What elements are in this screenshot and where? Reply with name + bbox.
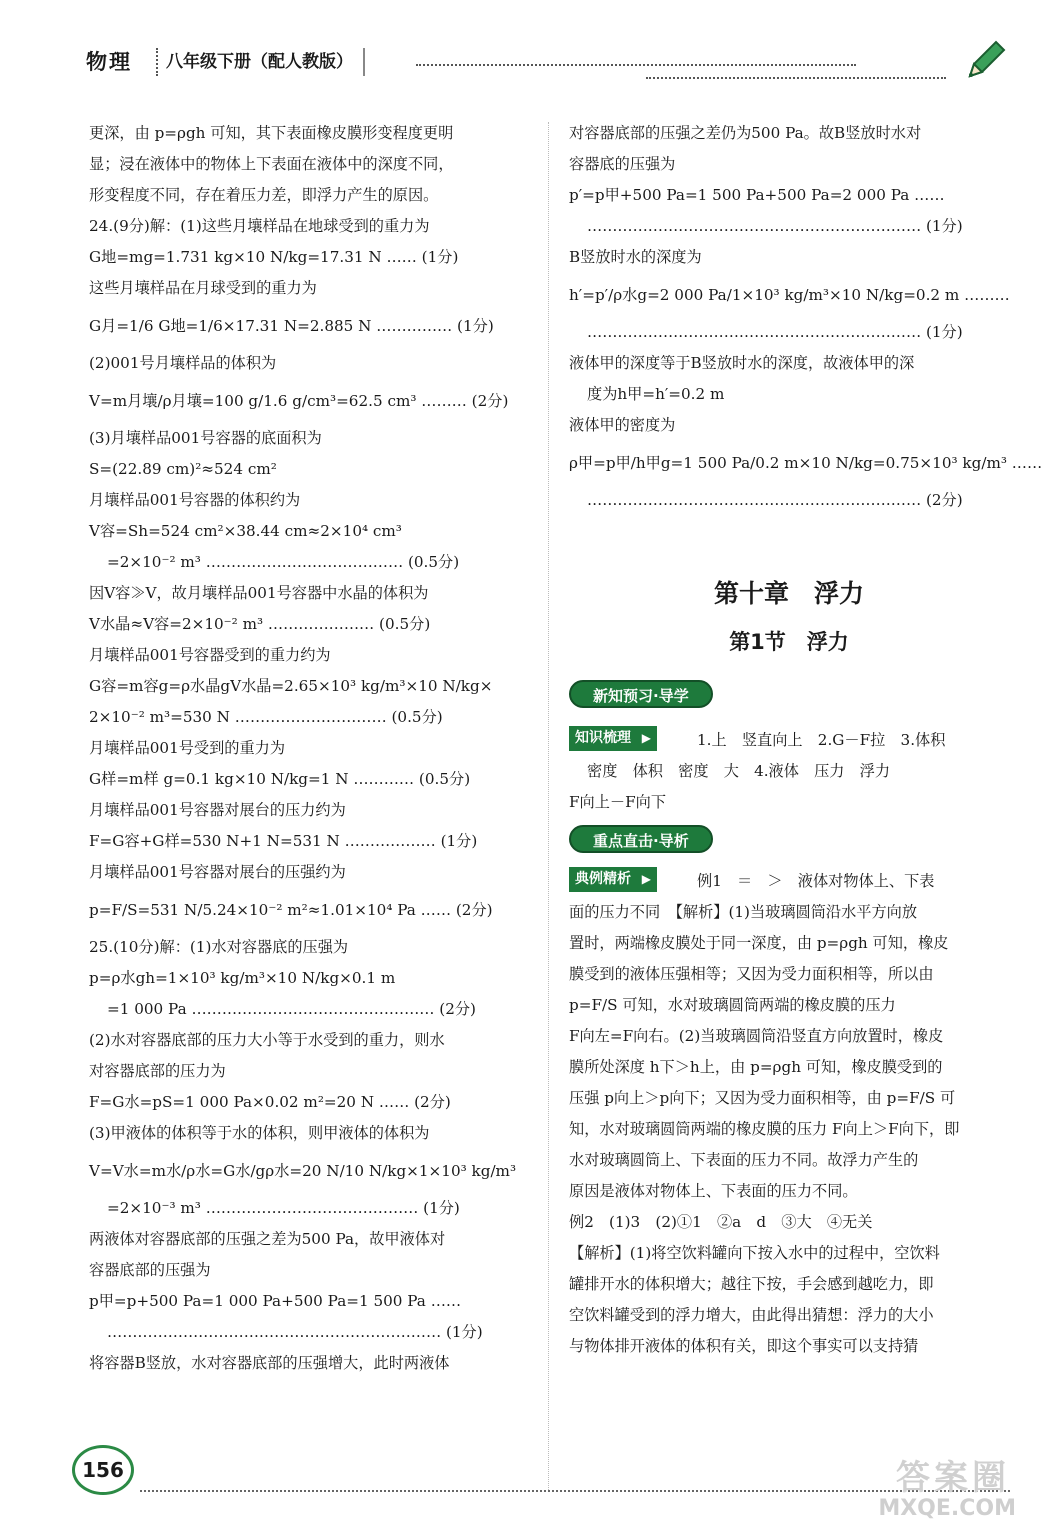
text-line: G地=mg=1.731 kg×10 N/kg=17.31 N …… (1分) [89,248,459,266]
text-line: 度为h甲=h′=0.2 m [587,385,725,403]
page-header [86,44,1016,84]
text-line: (2)水对容器底部的压力大小等于水受到的重力，则水 [89,1031,445,1049]
pen-icon [960,34,1010,84]
text-line: G样=m样 g=0.1 kg×10 N/kg=1 N ………… (0.5分) [89,770,471,788]
chapter-title: 第十章 浮力 [713,579,864,608]
text-line: p=ρ水gh=1×10³ kg/m³×10 N/kg×0.1 m [89,969,396,987]
text-line: p=F/S=531 N/5.24×10⁻² m²≈1.01×10⁴ Pa …… (2分) [89,901,493,919]
text-line: 月壤样品001号容器的体积约为 [89,491,301,509]
text-line: 将容器B竖放，水对容器底部的压强增大，此时两液体 [89,1354,450,1372]
answer-line: F向上－F向下 [569,793,667,811]
text-line: G容=m容g=ρ水晶gV水晶=2.65×10³ kg/m³×10 N/kg× [89,677,493,695]
text-line: ………………………………………………………… (1分) [587,323,963,341]
page-number: 156 [72,1445,134,1495]
text-line: 对容器底部的压力为 [89,1062,226,1080]
text-line: 对容器底部的压强之差仍为500 Pa。故B竖放时水对 [569,124,922,142]
text-line: 原因是液体对物体上、下表面的压力不同。 [569,1182,858,1200]
knowledge-tag: 知识梳理 ▶ [569,726,657,751]
example-tag: 典例精析 ▶ [569,867,657,892]
text-line: G月=1/6 G地=1/6×17.31 N=2.885 N …………… (1分) [89,317,494,335]
text-line: 月壤样品001号容器受到的重力约为 [89,646,331,664]
text-line: B竖放时水的深度为 [569,248,702,266]
text-line: 月壤样品001号容器对展台的压强约为 [89,863,346,881]
text-line: 水对玻璃圆筒上、下表面的压力不同。故浮力产生的 [569,1151,919,1169]
text-line: 月壤样品001号受到的重力为 [89,739,286,757]
footer-line [140,1490,1010,1492]
preview-banner: 新知预习·导学 [569,680,713,708]
text-line: 膜所处深度 h下＞h上，由 p=ρgh 可知，橡皮膜受到的 [569,1058,943,1076]
header-divider [416,64,856,66]
left-column [89,118,529,1379]
text-line: 两液体对容器底部的压强之差为500 Pa，故甲液体对 [89,1230,446,1248]
text-line: 空饮料罐受到的浮力增大，由此得出猜想：浮力的大小 [569,1306,934,1324]
column-divider [548,122,549,1492]
subject-title: 物理 [86,50,132,74]
answer-line: 1.上 竖直向上 2.G－F拉 3.体积 [697,731,946,749]
text-line: 与物体排开液体的体积有关，即这个事实可以支持猜 [569,1337,919,1355]
book-title: 八年级下册（配人教版） [156,48,365,76]
watermark-logo: 答案圈 [896,1458,1010,1498]
header-divider-2 [646,77,946,79]
text-line: (3)月壤样品001号容器的底面积为 [89,429,322,447]
text-line: p=F/S 可知，水对玻璃圆筒两端的橡皮膜的压力 [569,996,896,1014]
text-line: 24.(9分)解：(1)这些月壤样品在地球受到的重力为 [89,217,430,235]
text-line: 液体甲的深度等于B竖放时水的深度，故液体甲的深 [569,354,915,372]
text-line: p′=p甲+500 Pa=1 500 Pa+500 Pa=2 000 Pa …… [569,186,945,204]
text-line: 置时，两端橡皮膜处于同一深度，由 p=ρgh 可知，橡皮 [569,934,949,952]
text-line: 例2 (1)3 (2)①1 ②a d ③大 ④无关 [569,1213,873,1231]
text-line: ………………………………………………………… (1分) [107,1323,483,1341]
text-line: 显；浸在液体中的物体上下表面在液体中的深度不同， [89,155,454,173]
text-line: (3)甲液体的体积等于水的体积，则甲液体的体积为 [89,1124,430,1142]
text-line: =2×10⁻³ m³ …………………………………… (1分) [107,1199,460,1217]
text-line: ρ甲=p甲/h甲g=1 500 Pa/0.2 m×10 N/kg=0.75×10³ kg/m³ …… [569,454,1043,472]
watermark-url: MXQE.COM [878,1496,1016,1521]
text-line: 形变程度不同，存在着压力差，即浮力产生的原因。 [89,186,439,204]
focus-banner: 重点直击·导析 [569,825,713,853]
text-line: F=G容+G样=530 N+1 N=531 N ……………… (1分) [89,832,478,850]
knowledge-answers [569,725,1009,818]
text-line: 月壤样品001号容器对展台的压力约为 [89,801,346,819]
text-line: =1 000 Pa ………………………………………… (2分) [107,1000,476,1018]
text-line: ………………………………………………………… (1分) [587,217,963,235]
text-line: h′=p′/ρ水g=2 000 Pa/1×10³ kg/m³×10 N/kg=0.2 m ……… [569,286,1010,304]
text-line: 压强 p向上＞p向下；又因为受力面积相等，由 p=F/S 可 [569,1089,956,1107]
text-line: V水晶≈V容=2×10⁻² m³ ………………… (0.5分) [89,615,431,633]
section-title: 第1节 浮力 [729,630,849,654]
text-line: V=m月壤/ρ月壤=100 g/1.6 g/cm³=62.5 cm³ ……… (2分) [89,392,509,410]
text-line: 容器底部的压强为 [89,1261,211,1279]
text-line: (2)001号月壤样品的体积为 [89,354,277,372]
text-line: =2×10⁻² m³ ………………………………… (0.5分) [107,553,460,571]
text-line: 2×10⁻² m³=530 N ………………………… (0.5分) [89,708,443,726]
right-column [569,118,1043,516]
text-line: 罐排开水的体积增大；越往下按，手会感到越吃力，即 [569,1275,934,1293]
text-line: p甲=p+500 Pa=1 000 Pa+500 Pa=1 500 Pa …… [89,1292,462,1310]
text-line: 【解析】(1)将空饮料罐向下按入水中的过程中，空饮料 [569,1244,940,1262]
text-line: 因V容≫V，故月壤样品001号容器中水晶的体积为 [89,584,429,602]
text-line: ………………………………………………………… (2分) [587,491,963,509]
example-analysis [569,866,1009,1362]
text-line: F=G水=pS=1 000 Pa×0.02 m²=20 N …… (2分) [89,1093,451,1111]
text-line: F向左=F向右。(2)当玻璃圆筒沿竖直方向放置时，橡皮 [569,1027,944,1045]
text-line: 液体甲的密度为 [569,416,676,434]
text-line: V=V水=m水/ρ水=G水/gρ水=20 N/10 N/kg×1×10³ kg/m³ [89,1162,517,1180]
text-line: 25.(10分)解：(1)水对容器底的压强为 [89,938,349,956]
text-line: 更深，由 p=ρgh 可知，其下表面橡皮膜形变程度更明 [89,124,454,142]
text-line: 知，水对玻璃圆筒两端的橡皮膜的压力 F向上＞F向下，即 [569,1120,960,1138]
text-line: S=(22.89 cm)²≈524 cm² [89,460,277,478]
text-line: 面的压力不同 【解析】(1)当玻璃圆筒沿水平方向放 [569,903,918,921]
answer-line: 密度 体积 密度 大 4.液体 压力 浮力 [587,762,891,780]
text-line: V容=Sh=524 cm²×38.44 cm≈2×10⁴ cm³ [89,522,402,540]
text-line: 例1 ＝ ＞ 液体对物体上、下表 [697,872,935,890]
text-line: 膜受到的液体压强相等；又因为受力面积相等，所以由 [569,965,934,983]
text-line: 容器底的压强为 [569,155,676,173]
text-line: 这些月壤样品在月球受到的重力为 [89,279,317,297]
